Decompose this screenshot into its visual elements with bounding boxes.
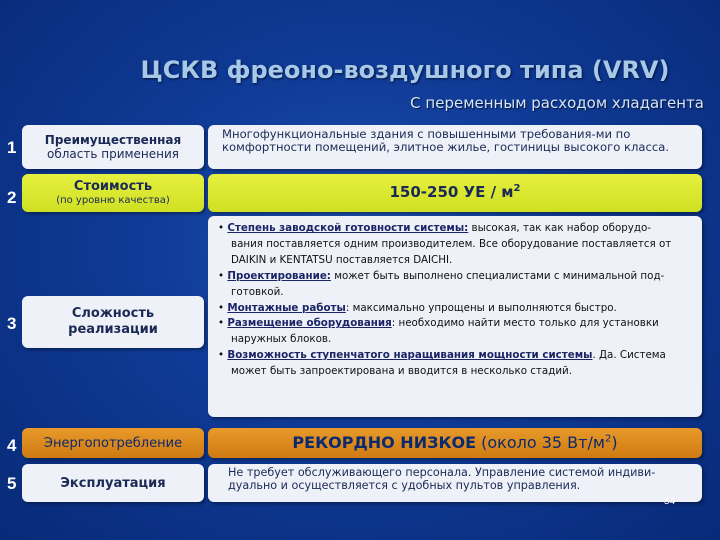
detail-item-placement-cont: наружных блоков. — [231, 333, 332, 346]
row-3-label-line1: Сложность — [71, 306, 155, 321]
detail-item-installation: • Монтажные работы: максимально упрощены и выполняются быстро. — [218, 301, 617, 314]
row-1-label-line1: Преимущественная — [44, 133, 182, 147]
row-number-4: 4 — [7, 436, 17, 455]
row-3-label-line2: реализации — [68, 322, 158, 337]
detail-item-scalability-cont: может быть запроектирована и вводится в несколько стадий. — [231, 365, 573, 378]
row-5-value-box — [208, 464, 702, 502]
row-4-value-superscript: 2 — [604, 433, 612, 445]
row-3-label-box — [22, 296, 204, 348]
row-number-2: 2 — [7, 188, 17, 207]
detail-item-design: • Проектирование: может быть выполнено специалистами с минимальной под- — [218, 269, 665, 282]
detail-item-factory-readiness: • Степень заводской готовности системы: высокая, так как набор оборудо- — [218, 222, 652, 234]
detail-item-design-cont: готовкой. — [231, 285, 284, 298]
row-2-label-box — [22, 174, 204, 212]
row-1-label-box — [22, 125, 204, 169]
row-4-value-main: РЕКОРДНО НИЗКОЕ — [292, 433, 477, 452]
row-2-value-box — [208, 174, 702, 212]
detail-item-placement: • Размещение оборудования: необходимо найти место только для установки — [218, 317, 659, 330]
detail-item-factory-readiness-cont-1: вания поставляется одним производителем. Все оборудование поставляется от — [231, 237, 672, 250]
row-1-label-line2: область применения — [46, 147, 180, 161]
slide-subtitle: С переменным расходом хладагента — [410, 94, 704, 112]
row-5-label-box — [22, 464, 204, 502]
row-4-label-box — [22, 428, 204, 458]
row-4-value-end: ) — [611, 433, 618, 452]
row-2-value-superscript: 2 — [513, 183, 521, 194]
row-number-5: 5 — [7, 474, 17, 493]
row-1-value-text: Многофункциональные здания с повышенными требования-ми по комфортности помещений, элитное жилье, гостиницы высокого класса. — [222, 127, 670, 154]
detail-item-scalability: • Возможность ступенчатого наращивания мощности системы. Да. Система — [218, 349, 666, 362]
row-3-details-box — [208, 216, 702, 417]
row-number-3: 3 — [7, 314, 17, 333]
row-2-label: Стоимость — [73, 178, 153, 194]
detail-item-factory-readiness-cont-2: DAIKIN и KENTATSU поставляется DAICHI. — [231, 253, 453, 266]
row-4-value-rest: (около 35 Вт/м — [476, 433, 605, 452]
slide-title: ЦСКВ фреоно-воздушного типа (VRV) — [140, 56, 670, 84]
row-4-label: Энергопотребление — [43, 435, 183, 451]
row-5-label: Эксплуатация — [60, 475, 166, 491]
page-number: 54 — [664, 496, 676, 507]
row-5-value-text: Не требует обслуживающего персонала. Управление системой индиви-дуально и осуществляется с удобных пультов управления. — [228, 466, 656, 492]
row-1-value-box — [208, 125, 702, 169]
row-2-sublabel: (по уровню качества) — [56, 194, 170, 206]
row-number-1: 1 — [7, 138, 17, 157]
row-2-value: 150-250 УЕ / м — [389, 183, 514, 201]
row-4-value-box — [208, 428, 702, 458]
